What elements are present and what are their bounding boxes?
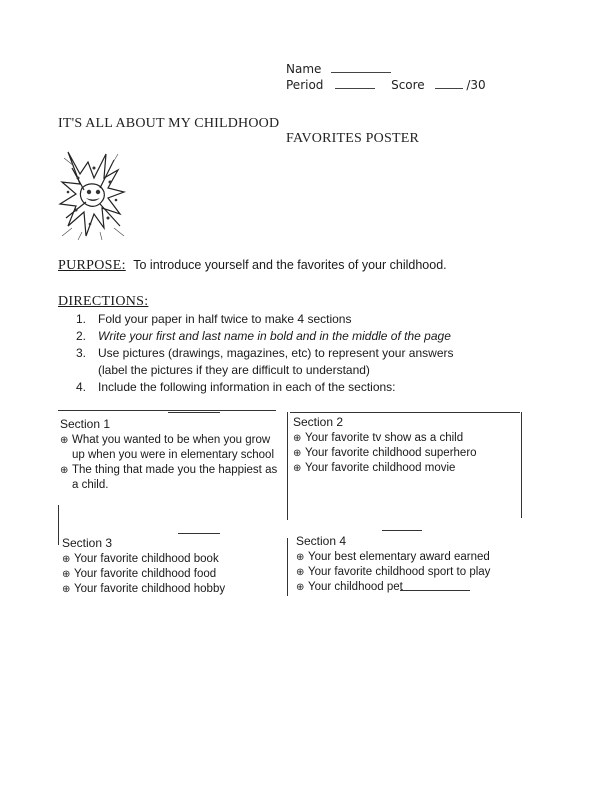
direction-number: 2.: [76, 329, 87, 343]
bullet-icon: ⊕: [296, 552, 305, 563]
section-2: [293, 415, 521, 476]
section-title: Section 1: [60, 417, 111, 431]
list-item: [293, 446, 521, 461]
list-item-text: Your favorite childhood sport to play: [308, 566, 491, 578]
bullet-icon: ⊕: [296, 582, 305, 593]
list-item: [293, 461, 521, 476]
direction-item: [70, 379, 453, 396]
direction-text: Include the following information in each of the sections:: [98, 380, 396, 394]
period-blank[interactable]: [335, 78, 375, 89]
directions-list: [70, 311, 453, 396]
vertical-fold-line-top: [287, 412, 288, 520]
list-item: [293, 431, 521, 446]
direction-text: Use pictures (drawings, magazines, etc) to represent your answers: [98, 346, 454, 360]
page-title: IT'S ALL ABOUT MY CHILDHOOD: [58, 116, 280, 131]
name-label: Name: [286, 62, 322, 76]
childhood-figure-illustration: [58, 148, 130, 243]
bullet-icon: ⊕: [60, 465, 69, 476]
list-item-text: Your favorite childhood superhero: [305, 447, 477, 459]
section-2-top-border: [290, 412, 520, 413]
directions-heading: DIRECTIONS:: [58, 294, 149, 309]
section-1: [60, 417, 282, 493]
section-title: Section 4: [296, 534, 347, 548]
list-item-text: Your favorite childhood hobby: [74, 583, 226, 595]
horizontal-fold-mark-left: [178, 533, 220, 534]
name-line: [286, 62, 391, 76]
list-item-text: The thing that made you the happiest as a child.: [72, 464, 278, 491]
list-item: [60, 433, 282, 463]
direction-item: [70, 345, 453, 362]
list-item: [62, 582, 284, 597]
vertical-fold-line-bottom: [287, 538, 288, 596]
list-item: [60, 463, 282, 493]
period-score-line: [286, 78, 486, 92]
list-item: [62, 567, 284, 582]
direction-number: 3.: [76, 346, 87, 360]
direction-number: 4.: [76, 380, 87, 394]
list-item-text: What you wanted to be when you grow up when you were in elementary school: [72, 434, 275, 461]
section-4: [296, 534, 524, 595]
score-blank[interactable]: [435, 78, 463, 89]
section-1-top-border: [58, 410, 276, 411]
section-title: Section 2: [293, 415, 344, 429]
section-2-right-border: [521, 412, 522, 518]
list-item: [296, 550, 524, 565]
section-2-list: [293, 431, 521, 476]
direction-item: [70, 362, 453, 379]
list-item: [62, 552, 284, 567]
list-item-text: Your favorite childhood movie: [305, 462, 456, 474]
direction-item: [70, 328, 453, 345]
list-item-text: Your favorite childhood book: [74, 553, 219, 565]
list-item: [296, 580, 524, 595]
bullet-icon: ⊕: [293, 448, 302, 459]
direction-number: 1.: [76, 312, 87, 326]
bullet-icon: ⊕: [62, 569, 71, 580]
list-item-text: Your best elementary award earned: [308, 551, 490, 563]
horizontal-fold-mark-right: [382, 530, 422, 531]
name-blank[interactable]: [331, 62, 391, 73]
bullet-icon: ⊕: [62, 554, 71, 565]
page-subtitle: FAVORITES POSTER: [286, 131, 419, 146]
list-item: [296, 565, 524, 580]
section-3: [62, 536, 284, 597]
direction-text: (label the pictures if they are difficult to understand): [98, 363, 370, 377]
bullet-icon: ⊕: [60, 435, 69, 446]
section-1-list: [60, 433, 282, 493]
purpose-label: PURPOSE:: [58, 258, 126, 273]
section-title: Section 3: [62, 536, 113, 550]
bullet-icon: ⊕: [296, 567, 305, 578]
section-3-list: [62, 552, 284, 597]
direction-text: Fold your paper in half twice to make 4 sections: [98, 312, 352, 326]
purpose-text: To introduce yourself and the favorites of your childhood.: [133, 258, 447, 272]
list-item-text: Your favorite childhood food: [74, 568, 217, 580]
bullet-icon: ⊕: [293, 433, 302, 444]
direction-item: [70, 311, 453, 328]
list-item-text: Your favorite tv show as a child: [305, 432, 464, 444]
score-total: /30: [466, 78, 486, 92]
bullet-icon: ⊕: [293, 463, 302, 474]
section-left-fold-mark: [58, 505, 59, 545]
purpose-line: [58, 258, 447, 274]
section-4-list: [296, 550, 524, 595]
score-label: Score: [391, 78, 425, 92]
list-item-text: Your childhood pet: [308, 581, 403, 593]
section-1-top-mark: [168, 412, 220, 413]
direction-text: Write your first and last name in bold and in the middle of the page: [98, 329, 451, 343]
period-label: Period: [286, 78, 324, 92]
bullet-icon: ⊕: [62, 584, 71, 595]
